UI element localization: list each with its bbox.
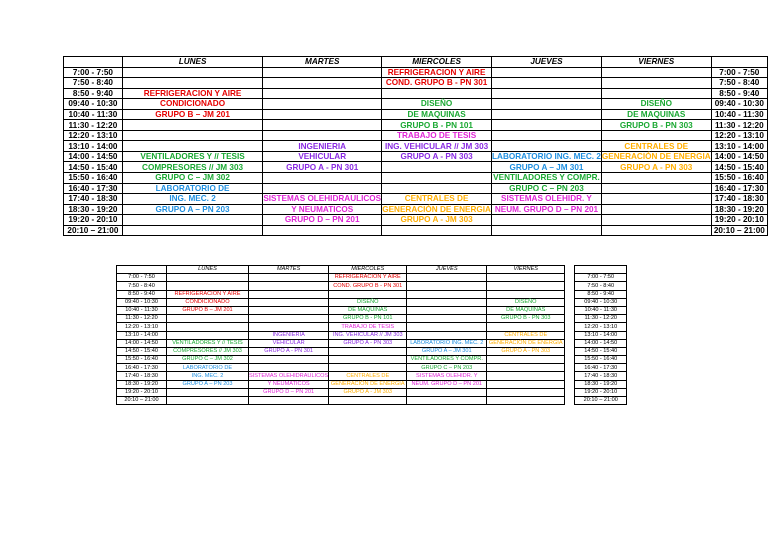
class-cell: GRUPO B - PN 101 [382,120,492,131]
time-label-right: 11:30 - 12:20 [711,120,767,131]
time-row [117,364,627,372]
gap-cell [565,266,575,274]
class-cell: GRUPO A – JM 301 [492,162,602,173]
header-row [64,57,768,68]
time-row [117,323,627,331]
class-cell: GRUPO A - PN 303 [329,339,407,347]
gap-cell [565,397,575,405]
empty-cell [407,274,487,282]
schedule-table-small [116,265,627,405]
time-label-right: 16:40 - 17:30 [711,183,767,194]
class-cell: GRUPO B - PN 101 [329,315,407,323]
time-row [64,204,768,215]
time-row [64,215,768,226]
empty-cell [492,99,602,110]
empty-cell [407,323,487,331]
time-label-left: 17:40 - 18:30 [64,194,123,205]
empty-cell [487,323,565,331]
class-cell: GRUPO A – PN 203 [167,380,249,388]
class-cell: SISTEMAS OLEHIDR. Y [492,194,602,205]
time-label-left: 20:10 – 21:00 [64,225,123,236]
gap-cell [565,356,575,364]
empty-cell [382,162,492,173]
class-cell: LABORATORIO DE [167,364,249,372]
class-cell: GRUPO A - PN 303 [487,347,565,355]
time-label-left: 09:40 - 10:30 [64,99,123,110]
day-header: MIERCOLES [329,266,407,274]
class-cell: GENERACIÓN DE ENERGIA [329,380,407,388]
time-label-right: 13:10 - 14:00 [575,331,627,339]
class-cell: ING. VEHICULAR // JM 303 [329,331,407,339]
time-label-right: 14:00 - 14:50 [575,339,627,347]
time-label-right: 09:40 - 10:30 [711,99,767,110]
gap-cell [565,282,575,290]
time-row [117,380,627,388]
class-cell: COND. GRUPO B - PN 301 [382,78,492,89]
empty-cell [122,225,263,236]
day-header: MARTES [263,57,382,68]
day-header: VIERNES [487,266,565,274]
empty-cell [329,364,407,372]
class-cell: COND. GRUPO B - PN 301 [329,282,407,290]
class-cell: GRUPO A - JM 303 [382,215,492,226]
gap-cell [565,380,575,388]
empty-cell [263,120,382,131]
class-cell: GRUPO A – PN 203 [122,204,263,215]
empty-cell [492,225,602,236]
empty-cell [167,388,249,396]
class-cell: NEUM. GRUPO D – PN 201 [407,380,487,388]
empty-cell [122,120,263,131]
class-cell: VENTILADORES Y // TESIS [167,339,249,347]
gap-cell [565,339,575,347]
gap-cell [565,388,575,396]
empty-cell [263,225,382,236]
empty-cell [263,99,382,110]
empty-cell [382,173,492,184]
time-label-left: 10:40 - 11:30 [117,306,167,314]
time-label-left: 16:40 - 17:30 [117,364,167,372]
empty-cell [263,109,382,120]
empty-cell [601,130,711,141]
empty-cell [382,183,492,194]
corner-cell [575,266,627,274]
time-row [117,339,627,347]
time-label-left: 7:00 - 7:50 [117,274,167,282]
time-row [64,225,768,236]
class-cell: GENERACIÓN DE ENERGIA [382,204,491,214]
empty-cell [167,274,249,282]
empty-cell [407,331,487,339]
empty-cell [492,215,602,226]
time-label-left: 17:40 - 18:30 [117,372,167,380]
empty-cell [601,194,711,205]
class-cell: CENTRALES DE [601,141,711,152]
time-label-left: 14:50 - 15:40 [64,162,123,173]
time-row [64,67,768,78]
empty-cell [263,173,382,184]
time-label-right: 14:50 - 15:40 [575,347,627,355]
class-cell: REFRIGERACION Y AIRE [122,88,263,99]
class-cell: Y NEUMATICOS [249,380,329,388]
time-row [117,290,627,298]
time-label-right: 7:00 - 7:50 [711,67,767,78]
time-row [117,274,627,282]
class-cell: DE MAQUINAS [601,109,711,120]
class-cell: GRUPO C – JM 302 [122,173,263,184]
class-cell: GRUPO B - PN 303 [487,315,565,323]
class-cell: GRUPO A - PN 303 [382,151,492,162]
empty-cell [492,67,602,78]
header-row [117,266,627,274]
time-label-right: 7:50 - 8:40 [711,78,767,89]
empty-cell [122,130,263,141]
day-header: MARTES [249,266,329,274]
gap-cell [565,372,575,380]
time-label-right: 13:10 - 14:00 [711,141,767,152]
time-label-left: 10:40 - 11:30 [64,109,123,120]
time-row [64,162,768,173]
empty-cell [487,274,565,282]
empty-cell [263,183,382,194]
empty-cell [167,323,249,331]
time-label-right: 20:10 – 21:00 [575,397,627,405]
empty-cell [249,323,329,331]
empty-cell [382,88,492,99]
class-cell: NEUM. GRUPO D – PN 201 [492,204,602,215]
empty-cell [601,173,711,184]
time-label-left: 11:30 - 12:20 [117,315,167,323]
empty-cell [492,88,602,99]
time-label-right: 7:00 - 7:50 [575,274,627,282]
empty-cell [249,356,329,364]
time-row [117,356,627,364]
class-cell: GENERACIÓN DE ENERGIA [487,339,565,347]
gap-cell [565,347,575,355]
time-label-right: 8:50 - 9:40 [711,88,767,99]
empty-cell [487,388,565,396]
class-cell: SISTEMAS OLEHIDRAULICOS [249,372,329,379]
empty-cell [329,290,407,298]
empty-cell [492,109,602,120]
time-row [117,372,627,380]
empty-cell [407,388,487,396]
class-cell: DISEÑO [329,298,407,306]
class-cell: DE MAQUINAS [382,109,492,120]
time-label-left: 13:10 - 14:00 [64,141,123,152]
day-header: JUEVES [407,266,487,274]
empty-cell [263,88,382,99]
time-label-left: 16:40 - 17:30 [64,183,123,194]
time-label-left: 18:30 - 19:20 [117,380,167,388]
time-label-right: 18:30 - 19:20 [575,380,627,388]
time-label-right: 17:40 - 18:30 [575,372,627,380]
time-label-right: 15:50 - 16:40 [711,173,767,184]
empty-cell [167,282,249,290]
empty-cell [167,331,249,339]
class-cell: GRUPO A – JM 301 [407,347,487,355]
time-row [64,109,768,120]
day-header: VIERNES [601,57,711,68]
class-cell: GRUPO A - PN 301 [249,347,329,355]
empty-cell [601,215,711,226]
time-label-left: 8:50 - 9:40 [117,290,167,298]
gap-cell [565,306,575,314]
class-cell: LABORATORIO ING. MEC. 2 [407,339,487,347]
class-cell: GENERACIÓN DE ENERGIA [601,152,711,162]
class-cell: SISTEMAS OLEHIDR. Y [407,372,487,380]
time-label-right: 09:40 - 10:30 [575,298,627,306]
class-cell: CONDICIONADO [167,298,249,306]
time-label-left: 12:20 - 13:10 [64,130,123,141]
corner-cell [711,57,767,68]
class-cell: TRABAJO DE TESIS [382,130,492,141]
empty-cell [601,183,711,194]
schedule-table-large [63,56,768,236]
empty-cell [407,290,487,298]
corner-cell [64,57,123,68]
class-cell: REFRIGERACION Y AIRE [167,290,249,298]
time-label-right: 17:40 - 18:30 [711,194,767,205]
class-cell: LABORATORIO DE [122,183,263,194]
gap-cell [565,331,575,339]
empty-cell [487,372,565,380]
time-label-right: 10:40 - 11:30 [711,109,767,120]
class-cell: CENTRALES DE [329,372,407,380]
empty-cell [487,397,565,405]
gap-cell [565,323,575,331]
empty-cell [263,78,382,89]
class-cell: GRUPO B - PN 303 [601,120,711,131]
time-label-right: 14:00 - 14:50 [711,151,767,162]
time-label-right: 11:30 - 12:20 [575,315,627,323]
class-cell: COMPRESORES // JM 303 [167,347,249,355]
time-label-left: 19:20 - 20:10 [117,388,167,396]
time-label-left: 7:50 - 8:40 [64,78,123,89]
time-row [117,397,627,405]
empty-cell [167,397,249,405]
time-label-left: 09:40 - 10:30 [117,298,167,306]
class-cell: DISEÑO [382,99,492,110]
class-cell: REFRIGERACION Y AIRE [329,274,407,282]
class-cell: VENTILADORES Y // TESIS [122,151,263,162]
class-cell: DISEÑO [487,298,565,306]
corner-cell [117,266,167,274]
empty-cell [407,397,487,405]
time-label-right: 14:50 - 15:40 [711,162,767,173]
time-row [64,173,768,184]
schedule-body-large [64,57,768,236]
class-cell: SISTEMAS OLEHIDRAULICOS [263,194,382,204]
time-label-left: 14:50 - 15:40 [117,347,167,355]
time-row [64,78,768,89]
schedule-body-small [117,266,627,405]
empty-cell [329,347,407,355]
empty-cell [407,282,487,290]
empty-cell [407,315,487,323]
class-cell: DE MAQUINAS [329,306,407,314]
class-cell: GRUPO C – PN 203 [492,183,602,194]
time-row [117,282,627,290]
day-header: LUNES [122,57,263,68]
empty-cell [122,215,263,226]
time-row [117,315,627,323]
class-cell: CENTRALES DE [487,331,565,339]
time-label-left: 19:20 - 20:10 [64,215,123,226]
class-cell: INGENIERIA [249,331,329,339]
empty-cell [122,141,263,152]
class-cell: GRUPO C – PN 203 [407,364,487,372]
time-row [117,331,627,339]
time-row [64,88,768,99]
class-cell: TRABAJO DE TESIS [329,323,407,331]
empty-cell [382,225,492,236]
empty-cell [249,290,329,298]
empty-cell [487,364,565,372]
class-cell: CENTRALES DE [382,194,492,205]
empty-cell [249,306,329,314]
time-row [117,298,627,306]
empty-cell [601,204,711,215]
empty-cell [263,67,382,78]
empty-cell [601,67,711,78]
empty-cell [249,315,329,323]
empty-cell [492,141,602,152]
class-cell: GRUPO A - PN 303 [601,162,711,173]
time-row [117,306,627,314]
class-cell: LABORATORIO ING. MEC. 2 [492,152,601,162]
empty-cell [601,225,711,236]
time-row [117,388,627,396]
class-cell: GRUPO A - PN 301 [263,162,382,173]
time-row [64,183,768,194]
gap-cell [565,298,575,306]
empty-cell [263,130,382,141]
time-row [64,194,768,205]
class-cell: GRUPO B – JM 201 [167,306,249,314]
day-header: LUNES [167,266,249,274]
class-cell: VENTILADORES Y COMPR. [407,356,487,364]
time-label-right: 16:40 - 17:30 [575,364,627,372]
empty-cell [329,356,407,364]
class-cell: GRUPO B – JM 201 [122,109,263,120]
class-cell: ING. VEHICULAR // JM 303 [382,141,492,152]
time-label-left: 14:00 - 14:50 [117,339,167,347]
time-label-left: 15:50 - 16:40 [117,356,167,364]
time-label-right: 20:10 – 21:00 [711,225,767,236]
time-label-right: 12:20 - 13:10 [711,130,767,141]
class-cell: DISEÑO [601,99,711,110]
time-row [117,347,627,355]
time-label-right: 7:50 - 8:40 [575,282,627,290]
empty-cell [407,306,487,314]
gap-cell [565,364,575,372]
empty-cell [122,67,263,78]
gap-cell [565,315,575,323]
empty-cell [492,78,602,89]
empty-cell [249,397,329,405]
empty-cell [487,290,565,298]
empty-cell [487,380,565,388]
class-cell: GRUPO D – PN 201 [249,388,329,396]
time-row [64,151,768,162]
empty-cell [122,78,263,89]
time-row [64,141,768,152]
time-label-right: 19:20 - 20:10 [711,215,767,226]
class-cell: GRUPO D – PN 201 [263,215,382,226]
empty-cell [601,78,711,89]
time-label-left: 18:30 - 19:20 [64,204,123,215]
class-cell: VEHICULAR [249,339,329,347]
time-label-left: 14:00 - 14:50 [64,151,123,162]
class-cell: Y NEUMATICOS [263,204,382,215]
class-cell: ING. MEC. 2 [167,372,249,380]
time-label-left: 7:50 - 8:40 [117,282,167,290]
time-label-right: 19:20 - 20:10 [575,388,627,396]
class-cell: CONDICIONADO [122,99,263,110]
class-cell: GRUPO C – JM 302 [167,356,249,364]
empty-cell [492,120,602,131]
class-cell: DE MAQUINAS [487,306,565,314]
time-label-left: 12:20 - 13:10 [117,323,167,331]
time-row [64,130,768,141]
time-label-right: 10:40 - 11:30 [575,306,627,314]
time-label-right: 12:20 - 13:10 [575,323,627,331]
time-row [64,120,768,131]
class-cell: ING. MEC. 2 [122,194,263,205]
empty-cell [601,88,711,99]
empty-cell [249,282,329,290]
time-label-left: 15:50 - 16:40 [64,173,123,184]
empty-cell [492,130,602,141]
time-label-right: 18:30 - 19:20 [711,204,767,215]
day-header: JUEVES [492,57,602,68]
time-row [64,99,768,110]
time-label-left: 13:10 - 14:00 [117,331,167,339]
time-label-left: 8:50 - 9:40 [64,88,123,99]
time-label-left: 11:30 - 12:20 [64,120,123,131]
empty-cell [329,397,407,405]
class-cell: VENTILADORES Y COMPR. [493,173,600,183]
gap-cell [565,274,575,282]
empty-cell [487,282,565,290]
empty-cell [249,364,329,372]
class-cell: REFRIGERACION Y AIRE [382,67,492,78]
gap-cell [565,290,575,298]
class-cell: VEHICULAR [263,151,382,162]
empty-cell [249,298,329,306]
time-label-right: 15:50 - 16:40 [575,356,627,364]
class-cell: GRUPO A - JM 303 [329,388,407,396]
empty-cell [249,274,329,282]
time-label-right: 8:50 - 9:40 [575,290,627,298]
day-header: MIERCOLES [382,57,492,68]
class-cell: INGENIERIA [263,141,382,152]
empty-cell [167,315,249,323]
time-label-left: 7:00 - 7:50 [64,67,123,78]
class-cell: COMPRESORES // JM 303 [122,162,263,173]
empty-cell [407,298,487,306]
empty-cell [487,356,565,364]
time-label-left: 20:10 – 21:00 [117,397,167,405]
